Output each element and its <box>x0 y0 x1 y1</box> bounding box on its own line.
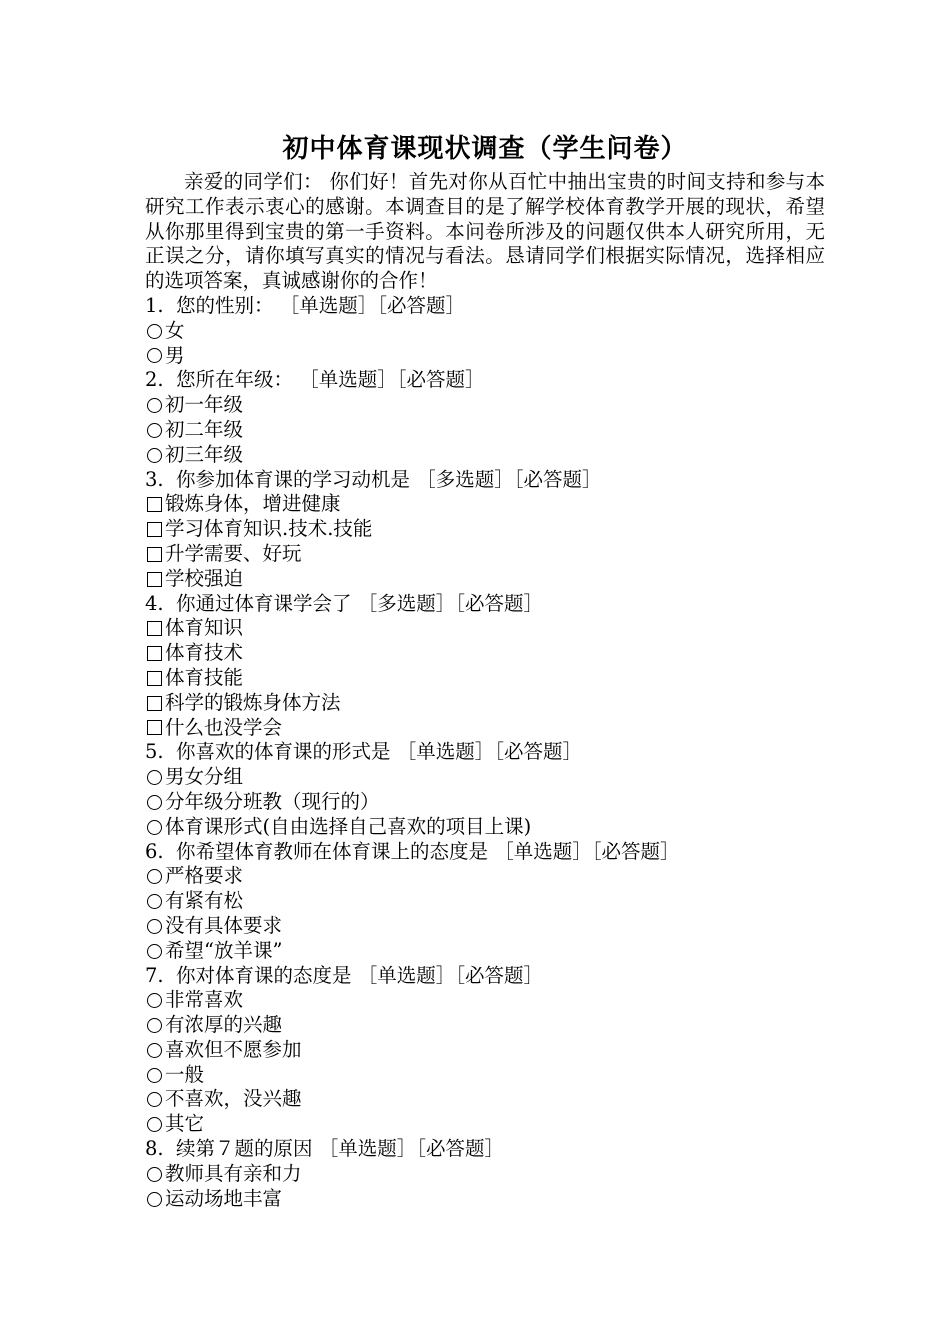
option-label: 喜欢但不愿参加 <box>165 1037 302 1061</box>
checkbox-icon[interactable] <box>147 646 162 661</box>
answer-option[interactable] <box>145 641 825 666</box>
option-label: 体育课形式(自由选择自己喜欢的项目上课) <box>165 814 532 838</box>
question-2 <box>145 368 825 393</box>
answer-option[interactable] <box>145 616 825 641</box>
question-tags: ［单选题］［必答题］ <box>357 963 543 987</box>
questionnaire-page <box>145 130 825 1211</box>
radio-circle-icon[interactable] <box>147 770 162 785</box>
option-label: 学习体育知识.技术.技能 <box>165 517 373 541</box>
answer-option[interactable] <box>145 716 825 741</box>
question-text: 你通过体育课学会了 <box>176 591 352 615</box>
option-label: 没有具体要求 <box>165 913 283 937</box>
option-label: 体育技能 <box>165 665 244 689</box>
radio-circle-icon[interactable] <box>147 894 162 909</box>
option-label: 其它 <box>165 1112 205 1136</box>
question-text: 续第７题的原因 <box>176 1137 313 1161</box>
question-tags: ［单选题］［必答题］ <box>279 293 465 317</box>
radio-circle-icon[interactable] <box>147 398 162 413</box>
question-number: 1. <box>145 293 164 317</box>
radio-circle-icon[interactable] <box>147 820 162 835</box>
page-title: 初中体育课现状调查（学生问卷） <box>282 134 688 164</box>
option-label: 初一年级 <box>165 393 244 417</box>
question-text: 你对体育课的态度是 <box>176 963 352 987</box>
checkbox-icon[interactable] <box>147 621 162 636</box>
checkbox-icon[interactable] <box>147 522 162 537</box>
answer-option[interactable] <box>145 1187 825 1212</box>
answer-option[interactable] <box>145 517 825 542</box>
question-number: 4. <box>145 591 164 615</box>
option-label: 严格要求 <box>165 864 244 888</box>
question-text: 你参加体育课的学习动机是 <box>176 467 411 491</box>
answer-option[interactable] <box>145 939 825 964</box>
radio-circle-icon[interactable] <box>147 1018 162 1033</box>
answer-option[interactable] <box>145 988 825 1013</box>
radio-circle-icon[interactable] <box>147 1068 162 1083</box>
question-tags: ［单选题］［必答题］ <box>318 1137 504 1161</box>
question-text: 你希望体育教师在体育课上的态度是 <box>176 839 489 863</box>
question-3 <box>145 468 825 493</box>
option-label: 男女分组 <box>165 765 244 789</box>
option-label: 有浓厚的兴趣 <box>165 1013 283 1037</box>
radio-circle-icon[interactable] <box>147 1117 162 1132</box>
answer-option[interactable] <box>145 344 825 369</box>
question-text: 你喜欢的体育课的形式是 <box>176 740 391 764</box>
answer-option[interactable] <box>145 492 825 517</box>
question-number: 2. <box>145 368 164 392</box>
option-label: 希望“放羊课” <box>165 938 283 962</box>
option-label: 升学需要、好玩 <box>165 541 302 565</box>
answer-option[interactable] <box>145 1063 825 1088</box>
checkbox-icon[interactable] <box>147 572 162 587</box>
answer-option[interactable] <box>145 815 825 840</box>
question-tags: ［多选题］［必答题］ <box>416 467 602 491</box>
question-text: 您的性别： <box>176 293 274 317</box>
checkbox-icon[interactable] <box>147 720 162 735</box>
answer-option[interactable] <box>145 1013 825 1038</box>
answer-option[interactable] <box>145 765 825 790</box>
question-1 <box>145 294 825 319</box>
question-tags: ［单选题］［必答题］ <box>396 740 582 764</box>
answer-option[interactable] <box>145 1162 825 1187</box>
radio-circle-icon[interactable] <box>147 348 162 363</box>
checkbox-icon[interactable] <box>147 547 162 562</box>
question-number: 7. <box>145 963 164 987</box>
option-label: 分年级分班教（现行的） <box>165 789 380 813</box>
answer-option[interactable] <box>145 567 825 592</box>
radio-circle-icon[interactable] <box>147 795 162 810</box>
checkbox-icon[interactable] <box>147 696 162 711</box>
option-label: 学校强迫 <box>165 566 244 590</box>
option-label: 初二年级 <box>165 417 244 441</box>
answer-option[interactable] <box>145 790 825 815</box>
question-tags: ［多选题］［必答题］ <box>357 591 543 615</box>
option-label: 体育知识 <box>165 616 244 640</box>
checkbox-icon[interactable] <box>147 497 162 512</box>
answer-option[interactable] <box>145 393 825 418</box>
radio-circle-icon[interactable] <box>147 324 162 339</box>
question-list <box>145 294 825 1211</box>
question-number: 3. <box>145 467 164 491</box>
question-tags: ［单选题］［必答题］ <box>299 368 485 392</box>
option-label: 锻炼身体，增进健康 <box>165 492 341 516</box>
radio-circle-icon[interactable] <box>147 993 162 1008</box>
option-label: 体育技术 <box>165 641 244 665</box>
option-label: 女 <box>165 318 185 342</box>
answer-option[interactable] <box>145 914 825 939</box>
question-number: 6. <box>145 839 164 863</box>
answer-option[interactable] <box>145 691 825 716</box>
question-number: 5. <box>145 740 164 764</box>
question-7 <box>145 964 825 989</box>
answer-option[interactable] <box>145 1038 825 1063</box>
question-4 <box>145 592 825 617</box>
radio-circle-icon[interactable] <box>147 423 162 438</box>
question-5 <box>145 740 825 765</box>
question-8 <box>145 1137 825 1162</box>
radio-circle-icon[interactable] <box>147 944 162 959</box>
option-label: 初三年级 <box>165 442 244 466</box>
answer-option[interactable] <box>145 418 825 443</box>
answer-option[interactable] <box>145 1112 825 1137</box>
checkbox-icon[interactable] <box>147 671 162 686</box>
option-label: 不喜欢，没兴趣 <box>165 1087 302 1111</box>
radio-circle-icon[interactable] <box>147 1043 162 1058</box>
question-number: 8. <box>145 1137 164 1161</box>
answer-option[interactable] <box>145 319 825 344</box>
option-label: 有紧有松 <box>165 889 244 913</box>
option-label: 教师具有亲和力 <box>165 1161 302 1185</box>
option-label: 男 <box>165 343 185 367</box>
option-label: 一般 <box>165 1062 205 1086</box>
radio-circle-icon[interactable] <box>147 869 162 884</box>
option-label: 什么也没学会 <box>165 715 283 739</box>
option-label: 科学的锻炼身体方法 <box>165 690 341 714</box>
option-label: 非常喜欢 <box>165 988 244 1012</box>
question-text: 您所在年级： <box>176 368 294 392</box>
answer-option[interactable] <box>145 864 825 889</box>
option-label: 运动场地丰富 <box>165 1186 283 1210</box>
question-6 <box>145 840 825 865</box>
question-tags: ［单选题］［必答题］ <box>494 839 680 863</box>
answer-option[interactable] <box>145 542 825 567</box>
intro-paragraph: 亲爱的同学们： 你们好！首先对你从百忙中抽出宝贵的时间支持和参与本研究工作表示衷心的感谢。本调查目的是了解学校体育教学开展的现状，希望从你那里得到宝贵的第一手资料。本问卷所涉及的问题仅供本人研究所用，无正误之分，请你填写真实的情况与看法。恳请同学们根据实际情况，选择相应的选项答案，真诚感谢你的合作！ <box>145 170 825 293</box>
radio-circle-icon[interactable] <box>147 448 162 463</box>
radio-circle-icon[interactable] <box>147 919 162 934</box>
radio-circle-icon[interactable] <box>147 1167 162 1182</box>
answer-option[interactable] <box>145 666 825 691</box>
answer-option[interactable] <box>145 443 825 468</box>
radio-circle-icon[interactable] <box>147 1092 162 1107</box>
answer-option[interactable] <box>145 889 825 914</box>
answer-option[interactable] <box>145 1087 825 1112</box>
radio-circle-icon[interactable] <box>147 1192 162 1207</box>
